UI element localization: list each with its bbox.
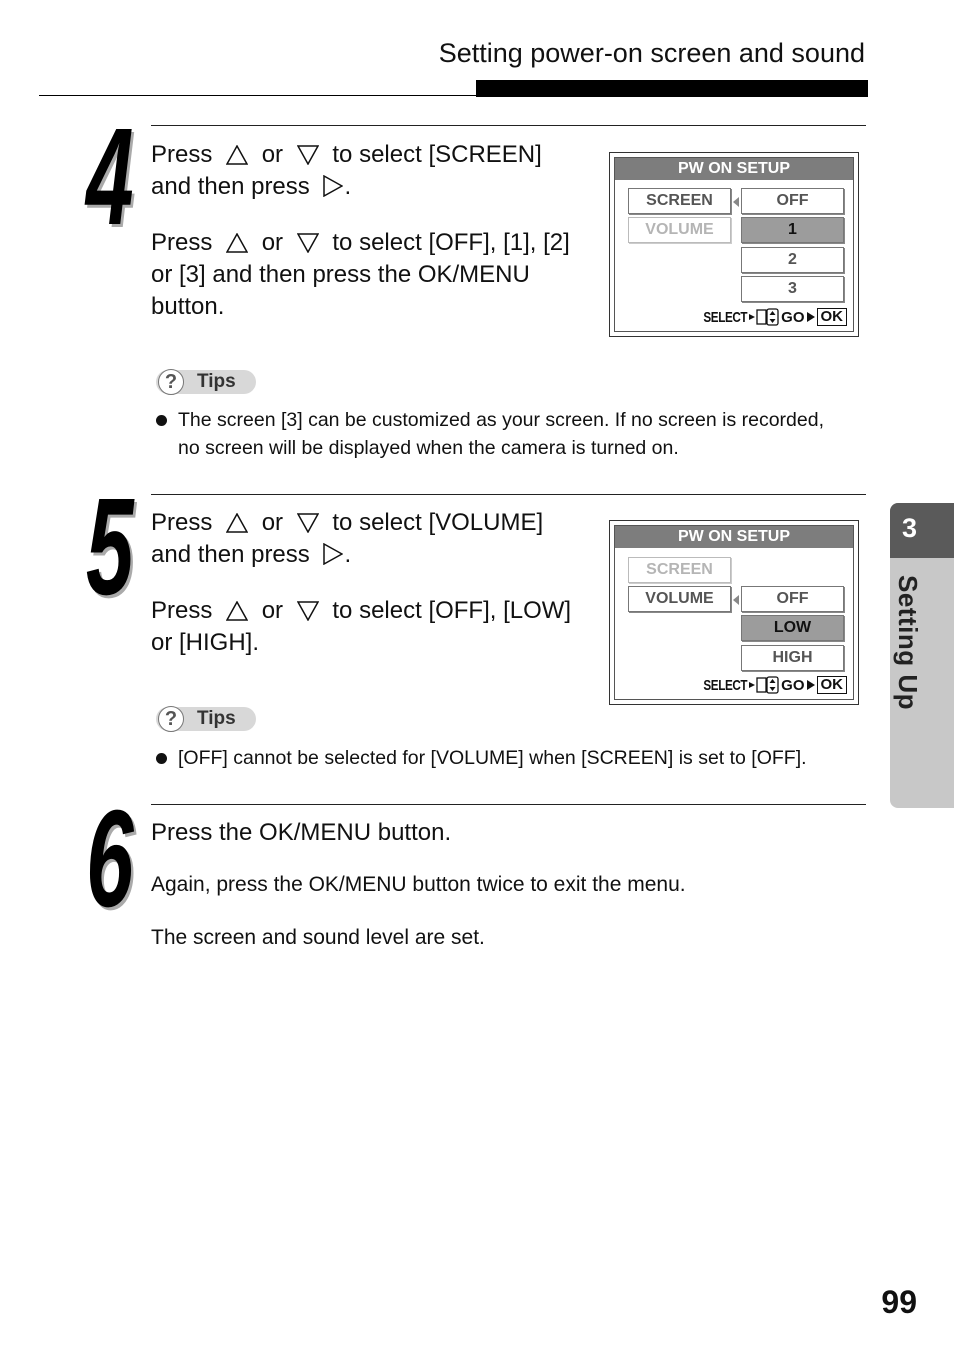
step-5-line-4: or [HIGH]. bbox=[151, 629, 260, 656]
header-rule bbox=[39, 95, 476, 96]
down-arrow-icon bbox=[297, 145, 319, 165]
submenu-arrow-icon bbox=[733, 595, 739, 605]
step-4-or-label-2: or bbox=[261, 229, 284, 256]
tips-label: Tips bbox=[197, 371, 236, 392]
step-4-then-press: and then press bbox=[151, 173, 310, 200]
tip-1-line-2: no screen will be displayed when the camera is turned on. bbox=[178, 437, 679, 459]
footer-go-label: GO bbox=[781, 676, 805, 694]
submenu-arrow-icon bbox=[733, 197, 739, 207]
bullet-icon bbox=[156, 415, 167, 426]
up-arrow-icon bbox=[226, 233, 248, 253]
tips-label: Tips bbox=[197, 708, 236, 729]
menu-item-screen[interactable]: SCREEN bbox=[628, 557, 731, 583]
page-header-title: Setting power-on screen and sound bbox=[438, 38, 865, 68]
bullet-icon bbox=[156, 753, 167, 764]
step-6-rule bbox=[151, 804, 866, 805]
step-4-line-5: button. bbox=[151, 293, 225, 320]
step-4-press-label-2: Press bbox=[151, 229, 213, 256]
step-5-select-text: to select [VOLUME] bbox=[332, 509, 544, 536]
step-5-or-label-2: or bbox=[261, 597, 284, 624]
menu-item-volume[interactable]: VOLUME bbox=[628, 586, 731, 612]
step-number-5: 5 bbox=[86, 470, 132, 624]
chapter-label: Setting Up bbox=[893, 575, 923, 710]
step-4-select-text: to select [SCREEN] bbox=[332, 141, 542, 168]
step-4-select-text-2: to select [OFF], [1], [2] bbox=[332, 229, 570, 256]
go-arrow-icon bbox=[807, 312, 815, 322]
up-arrow-icon bbox=[226, 513, 248, 533]
up-arrow-icon bbox=[226, 601, 248, 621]
step-5-or-label: or bbox=[261, 509, 284, 536]
step-4-period: . bbox=[344, 173, 352, 200]
step-4-press-label: Press bbox=[151, 141, 213, 168]
go-arrow-icon bbox=[807, 680, 815, 690]
question-mark-icon: ? bbox=[158, 706, 184, 732]
page-number: 99 bbox=[881, 1284, 917, 1320]
screen-frame bbox=[614, 157, 854, 332]
right-arrow-icon bbox=[323, 543, 343, 565]
camera-screen-2 bbox=[609, 520, 859, 705]
menu-item-volume[interactable]: VOLUME bbox=[628, 217, 731, 243]
step-number-4: 4 bbox=[86, 100, 132, 254]
chapter-number: 3 bbox=[890, 503, 954, 558]
step-4-or-label: or bbox=[261, 141, 284, 168]
step-5-press-label: Press bbox=[151, 509, 213, 536]
step-4-instructions bbox=[151, 139, 601, 323]
tip-2-text: [OFF] cannot be selected for [VOLUME] when [SCREEN] is set to [OFF]. bbox=[178, 747, 807, 769]
option-low[interactable]: LOW bbox=[741, 615, 844, 641]
up-arrow-icon bbox=[226, 145, 248, 165]
header-bar bbox=[476, 80, 868, 97]
right-arrow-icon bbox=[323, 175, 343, 197]
down-arrow-icon bbox=[297, 513, 319, 533]
step-4-rule bbox=[151, 125, 866, 126]
select-dial-icon bbox=[749, 308, 779, 326]
footer-select-label: SELECT bbox=[703, 308, 748, 326]
option-high[interactable]: HIGH bbox=[741, 645, 844, 671]
tips-badge-1 bbox=[156, 370, 256, 394]
step-number-6: 6 bbox=[86, 782, 132, 936]
step-5-period: . bbox=[344, 541, 352, 568]
step-5-select-text-2: to select [OFF], [LOW] bbox=[332, 597, 572, 624]
step-5-then-press: and then press bbox=[151, 541, 310, 568]
down-arrow-icon bbox=[297, 601, 319, 621]
option-off[interactable]: OFF bbox=[741, 188, 844, 214]
menu-item-screen[interactable]: SCREEN bbox=[628, 188, 731, 214]
camera-screen-1 bbox=[609, 152, 859, 337]
footer-select-label: SELECT bbox=[703, 676, 748, 694]
step-5-press-label-2: Press bbox=[151, 597, 213, 624]
footer-ok-box: OK bbox=[817, 308, 848, 326]
option-off[interactable]: OFF bbox=[741, 586, 844, 612]
screen-frame bbox=[614, 525, 854, 700]
footer-go-label: GO bbox=[781, 308, 805, 326]
tips-badge-2 bbox=[156, 707, 256, 731]
screen-title: PW ON SETUP bbox=[615, 526, 853, 548]
down-arrow-icon bbox=[297, 233, 319, 253]
footer-ok-box: OK bbox=[817, 676, 848, 694]
step-6-main: Press the OK/MENU button. bbox=[151, 819, 452, 846]
option-1[interactable]: 1 bbox=[741, 217, 844, 243]
screen-title: PW ON SETUP bbox=[615, 158, 853, 180]
step-5-instructions bbox=[151, 507, 601, 659]
step-6-sub-2: The screen and sound level are set. bbox=[151, 926, 485, 949]
screen-footer bbox=[691, 307, 847, 327]
question-mark-icon: ? bbox=[158, 369, 184, 395]
tip-1-text bbox=[178, 406, 824, 462]
step-6-sub-1: Again, press the OK/MENU button twice to exit the menu. bbox=[151, 873, 686, 896]
select-dial-icon bbox=[749, 676, 779, 694]
screen-footer bbox=[691, 675, 847, 695]
step-4-line-4: or [3] and then press the OK/MENU bbox=[151, 261, 530, 288]
option-2[interactable]: 2 bbox=[741, 247, 844, 273]
step-5-rule bbox=[151, 494, 866, 495]
tip-1-line-1: The screen [3] can be customized as your screen. If no screen is recorded, bbox=[178, 409, 824, 431]
option-3[interactable]: 3 bbox=[741, 276, 844, 302]
